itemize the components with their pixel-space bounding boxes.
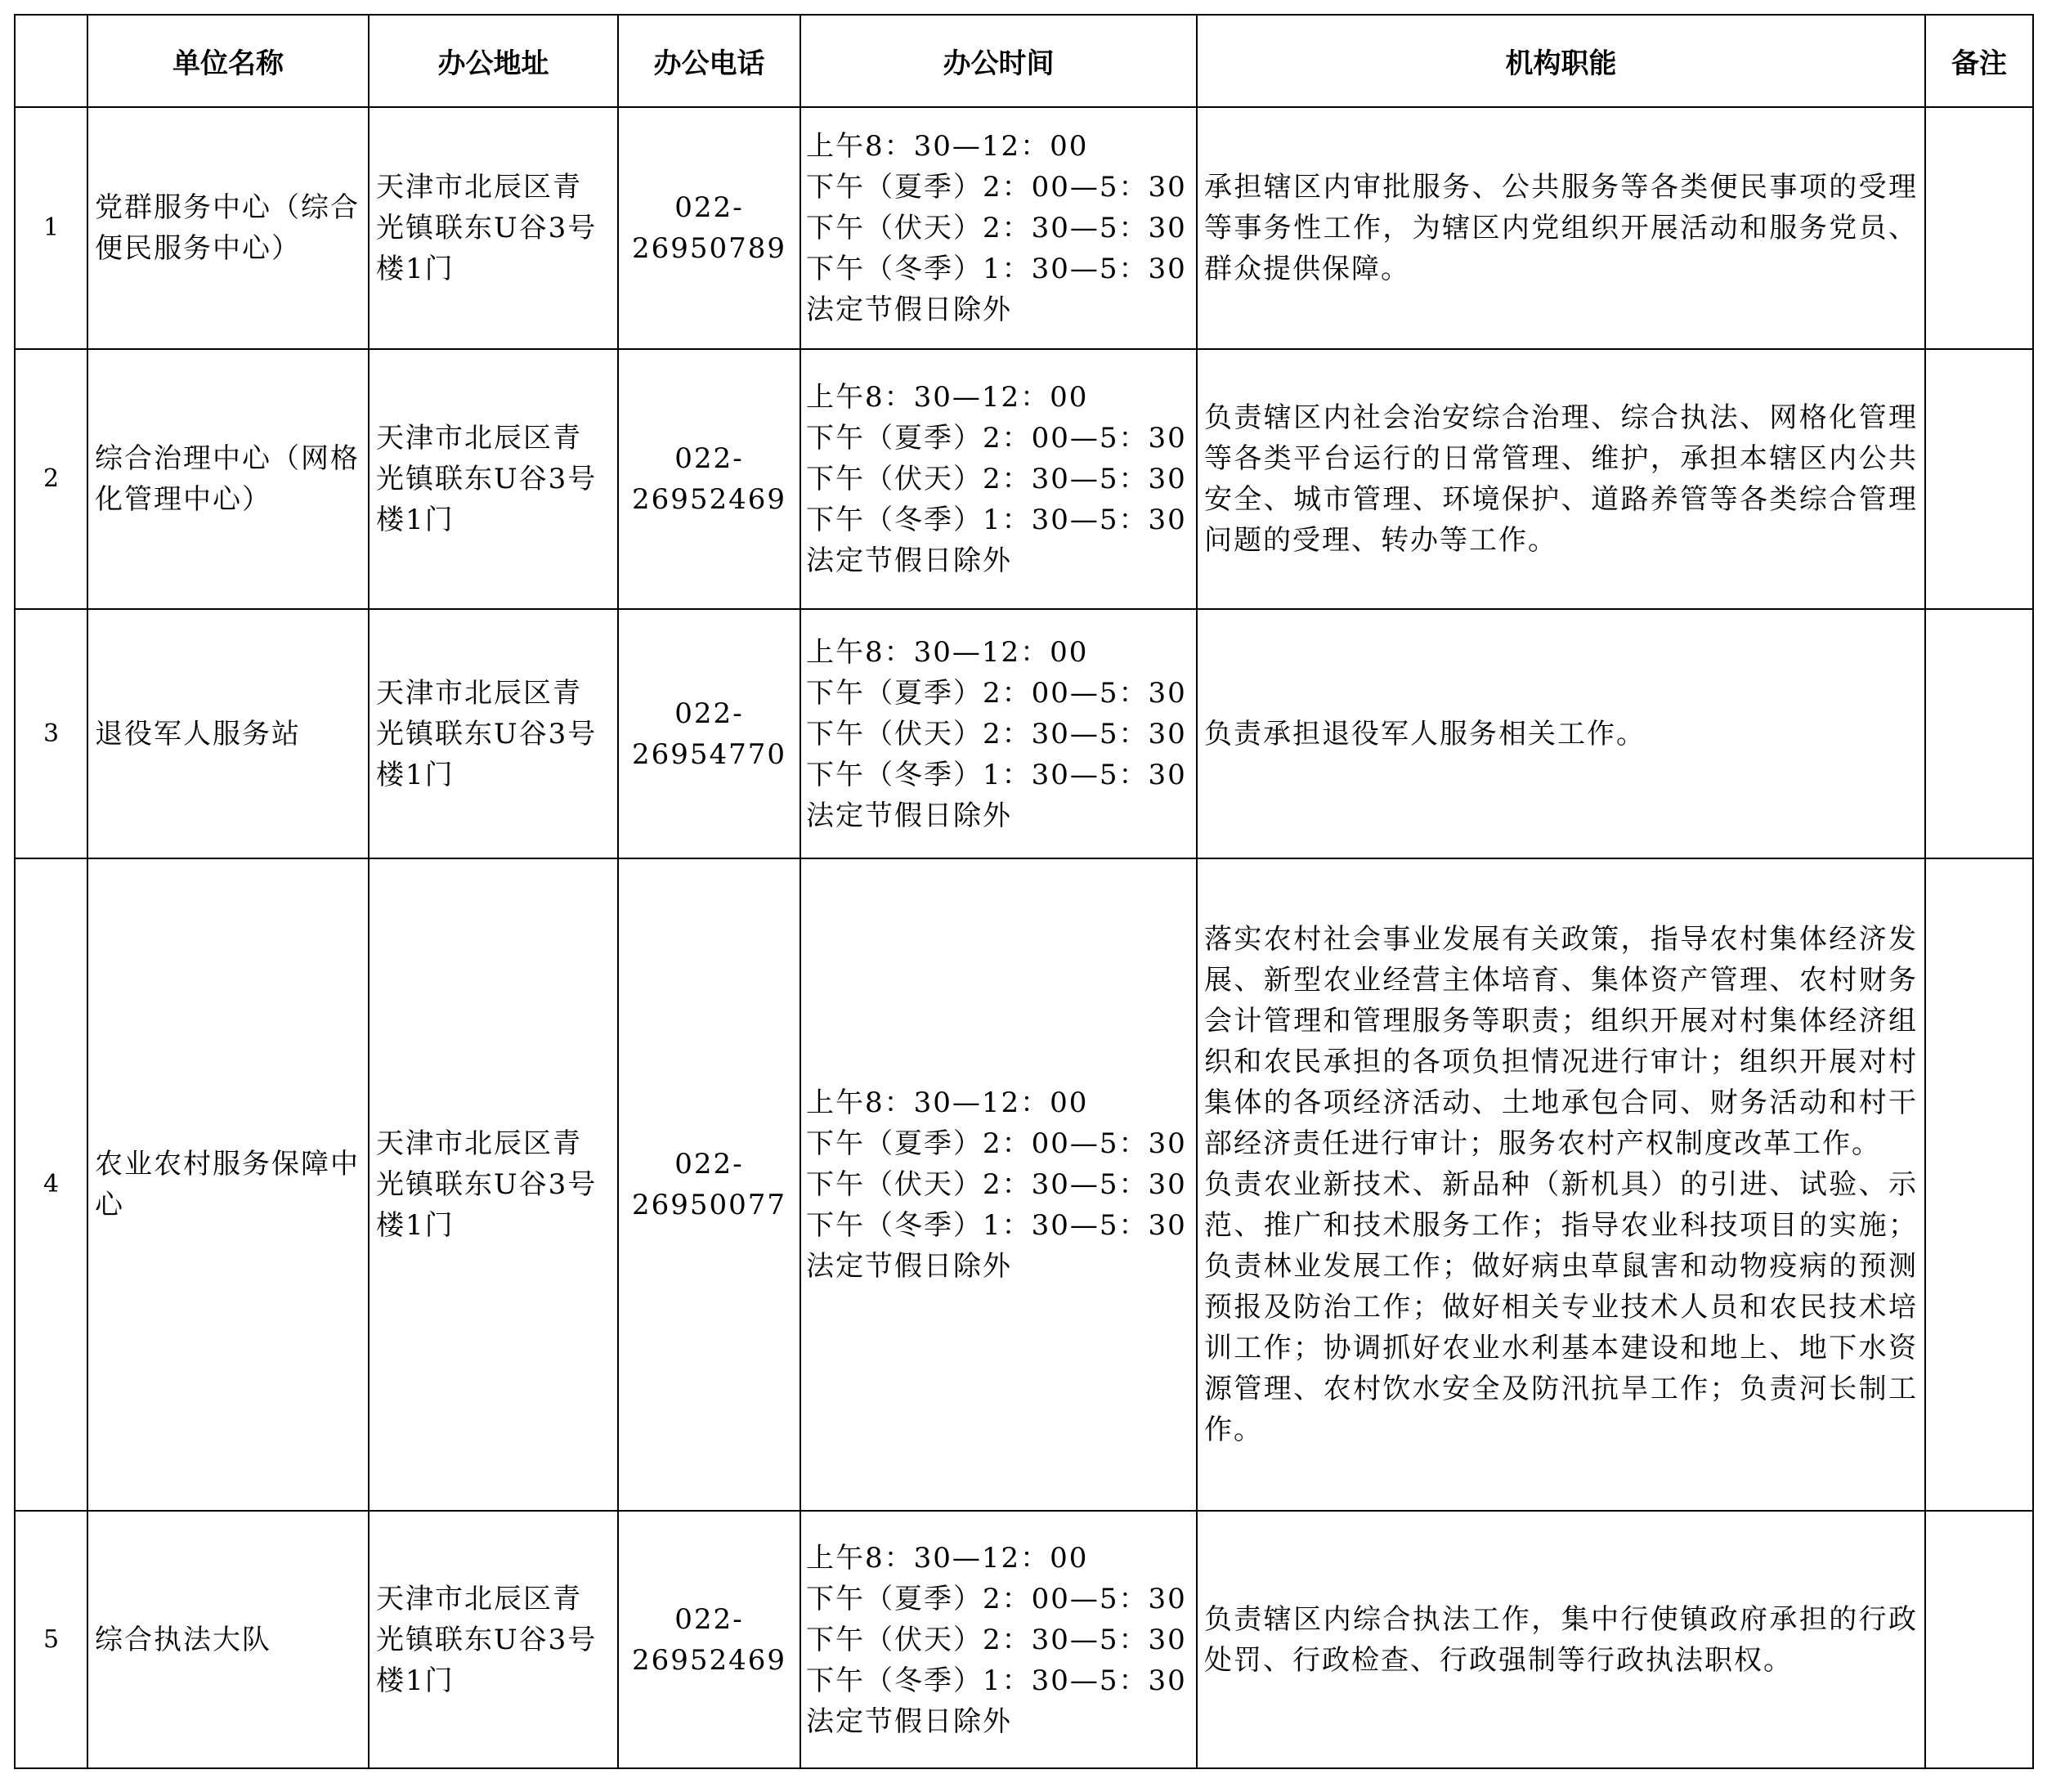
office-hours: [800, 349, 1197, 609]
row-index: 4: [15, 858, 87, 1511]
row-index: 3: [15, 609, 87, 858]
hours-summer: 下午（夏季）2：00—5：30: [806, 1127, 1187, 1160]
hours-winter: 下午（冬季）1：30—5：30: [806, 253, 1187, 285]
table-row: [15, 858, 2033, 1511]
table-row: [15, 107, 2033, 349]
phone-area-code: 022-: [674, 697, 744, 730]
hours-holiday-note: 法定节假日除外: [806, 1705, 1012, 1738]
function-paragraph: 负责辖区内社会治安综合治理、综合执法、网格化管理等各类平台运行的日常管理、维护，承担本辖区内公共安全、城市管理、环境保护、道路养管等各类综合管理问题的受理、转办等工作。: [1204, 401, 1918, 557]
phone-number: 26950789: [631, 232, 787, 265]
unit-name: 综合执法大队: [87, 1511, 369, 1768]
phone-number: 26954770: [631, 737, 787, 771]
unit-name: 退役军人服务站: [87, 609, 369, 858]
hours-holiday-note: 法定节假日除外: [806, 544, 1012, 577]
row-index: 1: [15, 107, 87, 349]
hours-holiday-note: 法定节假日除外: [806, 799, 1012, 832]
office-phone: [618, 1511, 800, 1768]
hours-dog-days: 下午（伏天）2：30—5：30: [806, 212, 1187, 244]
header-function: 机构职能: [1197, 15, 1925, 107]
hours-summer: 下午（夏季）2：00—5：30: [806, 422, 1187, 455]
unit-function: [1197, 858, 1925, 1511]
hours-winter: 下午（冬季）1：30—5：30: [806, 1209, 1187, 1242]
office-address: 天津市北辰区青光镇联东U谷3号楼1门: [369, 107, 618, 349]
row-index: 5: [15, 1511, 87, 1768]
phone-area-code: 022-: [674, 442, 744, 475]
hours-morning: 上午8：30—12：00: [806, 381, 1089, 414]
hours-summer: 下午（夏季）2：00—5：30: [806, 1582, 1187, 1615]
hours-morning: 上午8：30—12：00: [806, 130, 1089, 163]
office-hours: [800, 609, 1197, 858]
header-index: [15, 15, 87, 107]
hours-dog-days: 下午（伏天）2：30—5：30: [806, 1623, 1187, 1656]
unit-function: [1197, 1511, 1925, 1768]
office-hours: [800, 1511, 1197, 1768]
unit-name: 农业农村服务保障中心: [87, 858, 369, 1511]
unit-function: [1197, 107, 1925, 349]
header-unit-name: 单位名称: [87, 15, 369, 107]
office-phone: [618, 349, 800, 609]
function-paragraph: 负责承担退役军人服务相关工作。: [1204, 717, 1646, 750]
note: [1925, 1511, 2033, 1768]
unit-name: 党群服务中心（综合便民服务中心）: [87, 107, 369, 349]
hours-morning: 上午8：30—12：00: [806, 1541, 1089, 1575]
note: [1925, 609, 2033, 858]
unit-function: [1197, 349, 1925, 609]
hours-dog-days: 下午（伏天）2：30—5：30: [806, 1168, 1187, 1201]
header-office-hours: 办公时间: [800, 15, 1197, 107]
office-phone: [618, 609, 800, 858]
function-paragraph: 负责辖区内综合执法工作，集中行使镇政府承担的行政处罚、行政检查、行政强制等行政执法职权。: [1204, 1602, 1918, 1677]
office-hours: [800, 858, 1197, 1511]
office-hours: [800, 107, 1197, 349]
hours-morning: 上午8：30—12：00: [806, 1086, 1089, 1119]
phone-area-code: 022-: [674, 1148, 744, 1180]
hours-summer: 下午（夏季）2：00—5：30: [806, 676, 1187, 710]
hours-dog-days: 下午（伏天）2：30—5：30: [806, 463, 1187, 495]
hours-morning: 上午8：30—12：00: [806, 635, 1089, 669]
office-address: 天津市北辰区青光镇联东U谷3号楼1门: [369, 609, 618, 858]
table-row: [15, 609, 2033, 858]
unit-name: 综合治理中心（网格化管理中心）: [87, 349, 369, 609]
office-address: 天津市北辰区青光镇联东U谷3号楼1门: [369, 349, 618, 609]
function-paragraph: 负责农业新技术、新品种（新机具）的引进、试验、示范、推广和技术服务工作；指导农业科技项目的实施；负责林业发展工作；做好病虫草鼠害和动物疫病的预测预报及防治工作；做好相关专业技术人员和农民技术培训工作；协调抓好农业水利基本建设和地上、地下水资源管理、农村饮水安全及防汛抗旱工作；负责河长制工作。: [1204, 1168, 1918, 1446]
office-directory-table: [14, 14, 2034, 1769]
hours-holiday-note: 法定节假日除外: [806, 1250, 1012, 1283]
hours-holiday-note: 法定节假日除外: [806, 293, 1012, 326]
office-address: 天津市北辰区青光镇联东U谷3号楼1门: [369, 1511, 618, 1768]
hours-summer: 下午（夏季）2：00—5：30: [806, 171, 1187, 204]
table-row: [15, 349, 2033, 609]
phone-number: 26952469: [631, 483, 787, 516]
function-paragraph: 承担辖区内审批服务、公共服务等各类便民事项的受理等事务性工作，为辖区内党组织开展活动和服务党员、群众提供保障。: [1204, 171, 1918, 285]
hours-winter: 下午（冬季）1：30—5：30: [806, 1664, 1187, 1697]
header-note: 备注: [1925, 15, 2033, 107]
office-phone: [618, 107, 800, 349]
office-phone: [618, 858, 800, 1511]
phone-number: 26952469: [631, 1643, 787, 1677]
hours-winter: 下午（冬季）1：30—5：30: [806, 504, 1187, 536]
phone-area-code: 022-: [674, 1602, 744, 1636]
header-address: 办公地址: [369, 15, 618, 107]
row-index: 2: [15, 349, 87, 609]
office-address: 天津市北辰区青光镇联东U谷3号楼1门: [369, 858, 618, 1511]
hours-dog-days: 下午（伏天）2：30—5：30: [806, 717, 1187, 750]
note: [1925, 107, 2033, 349]
phone-area-code: 022-: [674, 191, 744, 224]
unit-function: [1197, 609, 1925, 858]
function-paragraph: 落实农村社会事业发展有关政策，指导农村集体经济发展、新型农业经营主体培育、集体资产管理、农村财务会计管理和管理服务等职责；组织开展对村集体经济组织和农民承担的各项负担情况进行审计；组织开展对村集体的各项经济活动、土地承包合同、财务活动和村干部经济责任进行审计；服务农村产权制度改革工作。: [1204, 923, 1918, 1160]
header-phone: 办公电话: [618, 15, 800, 107]
hours-winter: 下午（冬季）1：30—5：30: [806, 758, 1187, 791]
note: [1925, 349, 2033, 609]
table-header-row: [15, 15, 2033, 107]
table-row: [15, 1511, 2033, 1768]
phone-number: 26950077: [631, 1189, 787, 1221]
note: [1925, 858, 2033, 1511]
